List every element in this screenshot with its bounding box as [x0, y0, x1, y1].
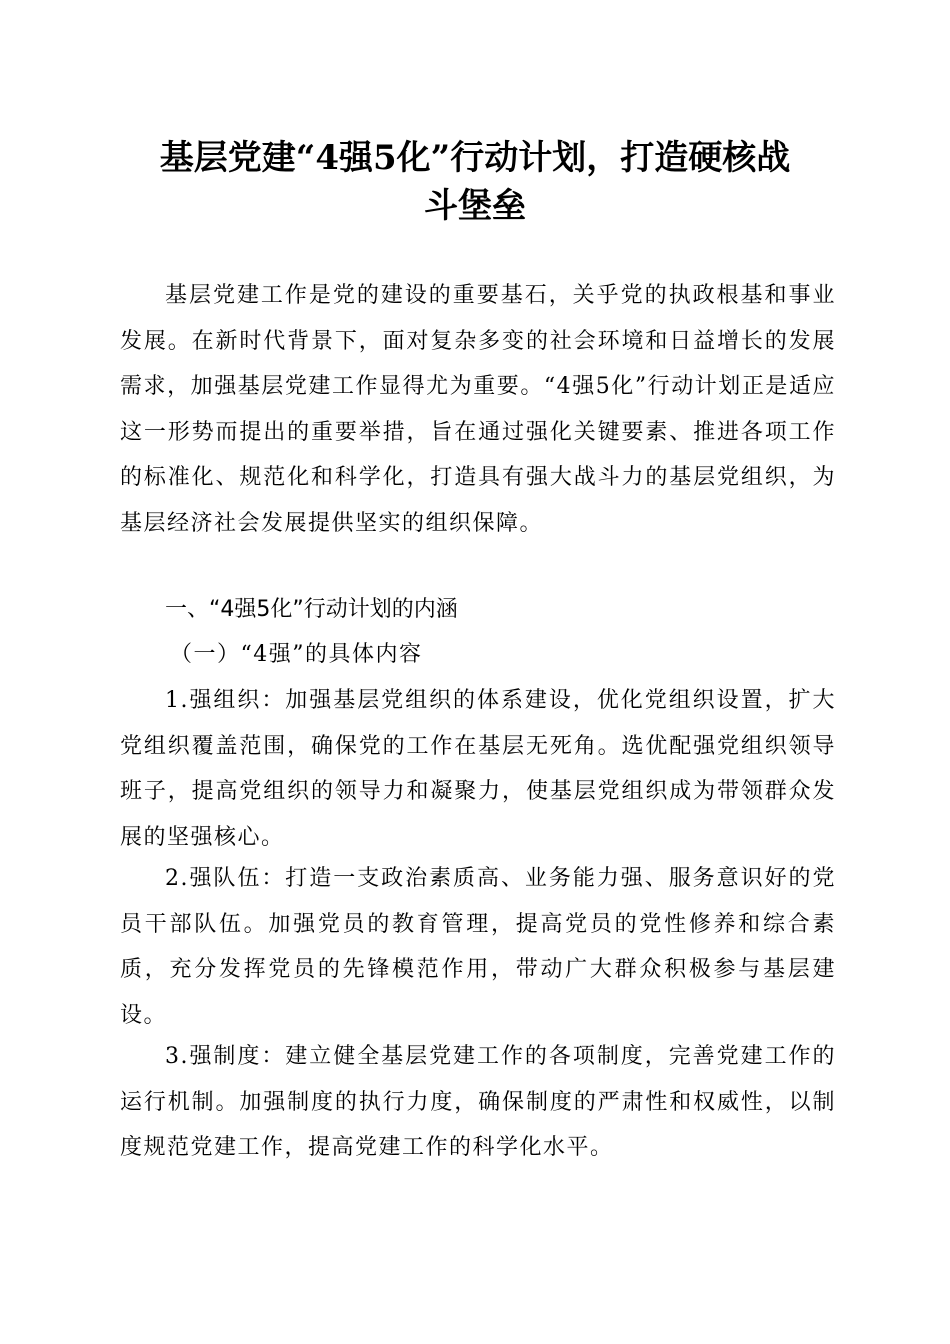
list-item-strong-team: 2.强队伍：打造一支政治素质高、业务能力强、服务意识好的党员干部队伍。加强党员的教育管理，提高党员的党性修养和综合素质，充分发挥党员的先锋模范作用，带动广大群众积极参与基层建设。 — [120, 866, 836, 1028]
intro-paragraph: 基层党建工作是党的建设的重要基石，关乎党的执政根基和事业发展。在新时代背景下，面对复杂多变的社会环境和日益增长的发展需求，加强基层党建工作显得尤为重要。“4强5化”行动计划正是适应这一形势而提出的重要举措，旨在通过强化关键要素、推进各项工作的标准化、规范化和科学化，打造具有强大战斗力的基层党组织，为基层经济社会发展提供坚实的组织保障。 — [120, 283, 836, 536]
document-title: 基层党建“4强5化”行动计划，打造硬核战 斗堡垒 — [159, 138, 791, 226]
list-item-strong-organization: 1.强组织：加强基层党组织的体系建设，优化党组织设置，扩大党组织覆盖范围，确保党的工作在基层无死角。选优配强党组织领导班子，提高党组织的领导力和凝聚力，使基层党组织成为带领群众发展的坚强核心。 — [120, 688, 836, 850]
subsection-heading-1: （一）“4强”的具体内容 — [170, 642, 423, 667]
section-heading-1: 一、“4强5化”行动计划的内涵 — [165, 597, 458, 622]
list-item-strong-system: 3.强制度：建立健全基层党建工作的各项制度，完善党建工作的运行机制。加强制度的执行力度，确保制度的严肃性和权威性，以制度规范党建工作，提高党建工作的科学化水平。 — [120, 1044, 836, 1160]
